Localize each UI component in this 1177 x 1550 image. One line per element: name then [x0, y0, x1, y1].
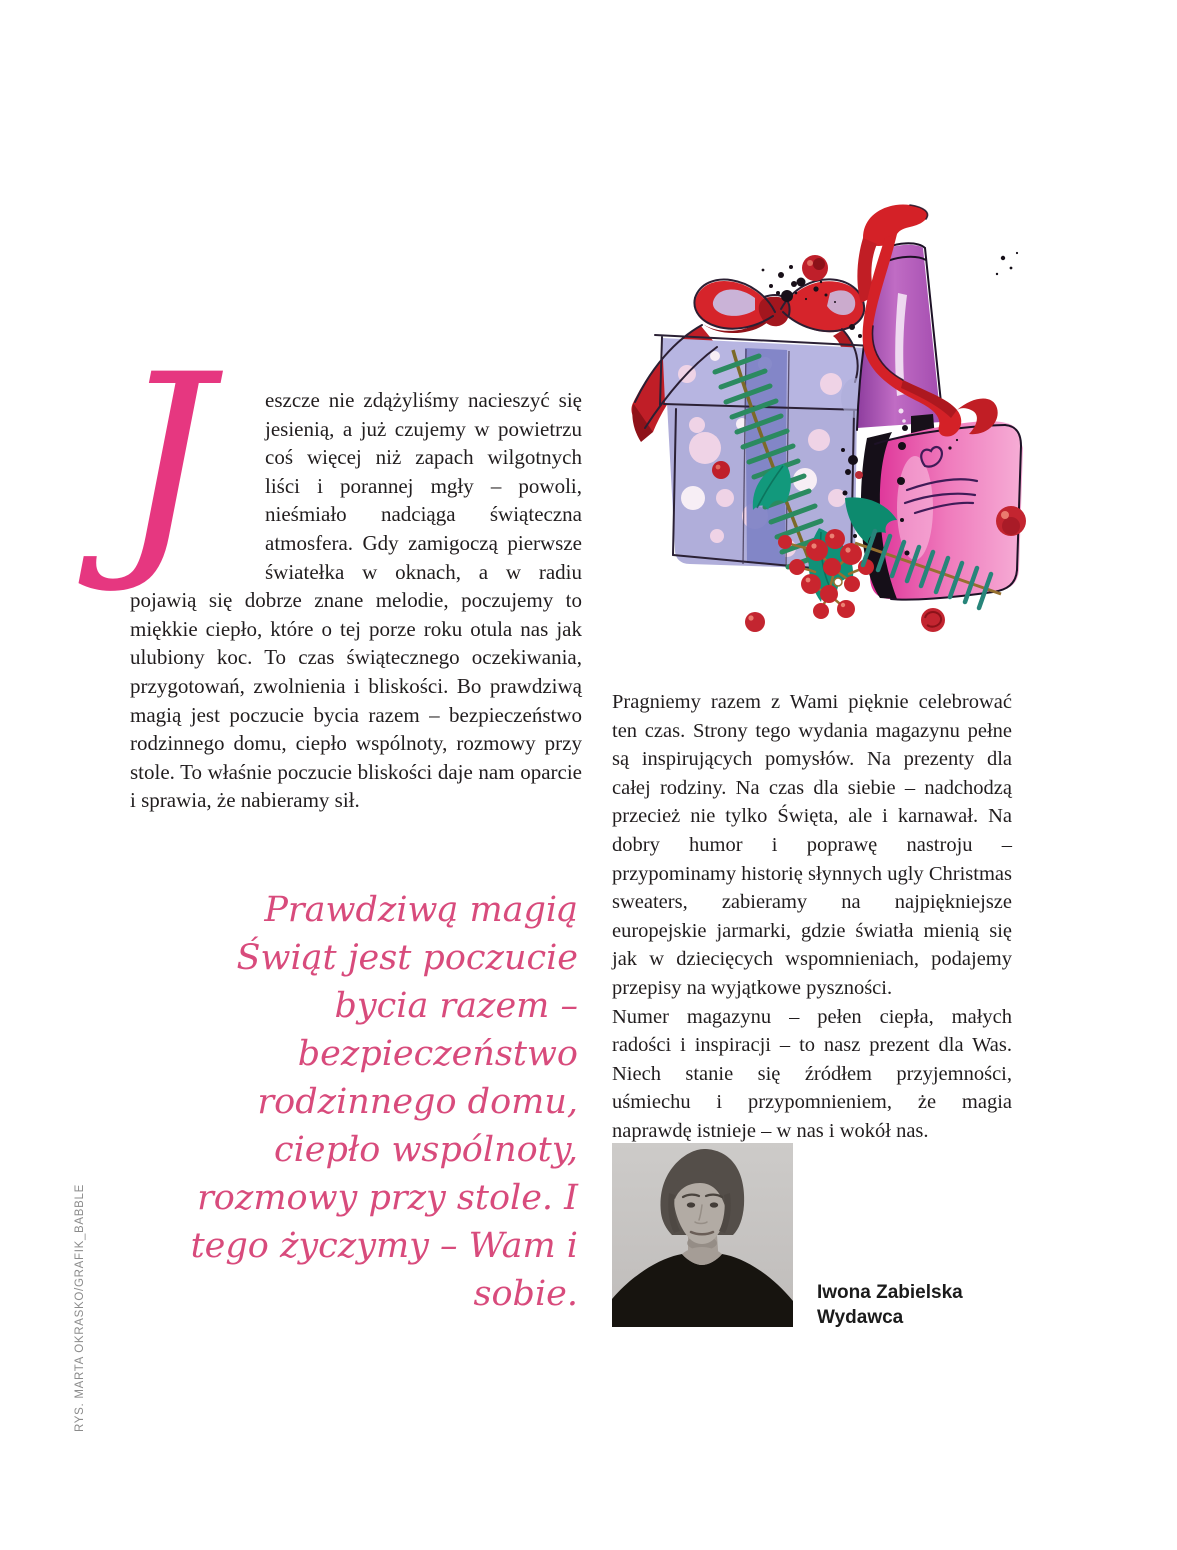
dropcap-container	[118, 325, 265, 598]
christmas-illustration	[605, 198, 1050, 645]
illustration-credit: RYS. MARTA OKRASKO/GRAFIK_BABBLE	[74, 1183, 86, 1432]
intro-paragraph: eszcze nie zdążyliśmy nacieszyć się jesienią, a już czujemy w powietrzu coś więcej niż zapach wilgotnych liści i porannej mgły – powoli, nieśmiało nadciąga świąteczna atmosfera. Gdy zamigoczą pierwsze światełka w oknach, a w radiu pojawią się dobrze znane melodie, poczujemy to miękkie ciepło, które o tej porze roku otula nas jak ulubiony koc. To czas świątecznego oczekiwania, przygotowań, zwolnienia i bliskości. Bo prawdziwą magią jest poczucie bycia razem – bezpieczeństwo rodzinnego domu, ciepło wspólnoty, rozmowy przy stole. To właśnie poczucie bliskości daje nam oparcie i sprawia, że nabieramy sił.	[130, 388, 582, 813]
publisher-portrait-photo	[612, 1143, 793, 1327]
author-name: Iwona Zabielska	[817, 1282, 963, 1303]
pull-quote: Prawdziwą magią Świąt jest poczucie bycia razem – bezpieczeństwo rodzinnego domu, ciepło wspólnoty, rozmowy przy stole. I tego życzymy – Wam i sobie.	[190, 890, 578, 1314]
intro-article	[118, 325, 582, 815]
continuation-column	[612, 688, 1012, 1146]
continuation-paragraph-2: Numer magazynu – pełen ciepła, małych radości i inspiracji – to nasz prezent dla Was. Niech stanie się źródłem przyjemności, uśmiechu i przypomnieniem, że magia naprawdę istnieje – w nas i wokół nas.	[612, 1005, 1012, 1142]
dropcap-letter: J	[118, 325, 213, 598]
author-role: Wydawca	[817, 1307, 904, 1328]
author-block	[817, 1280, 963, 1330]
continuation-paragraph-1: Pragniemy razem z Wami pięknie celebrować ten czas. Strony tego wydania magazynu pełne są inspirujących pomysłów. Na prezenty dla całej rodziny. Na czas dla siebie – nadchodzą przecież nie tylko Święta, ale i karnawał. Na dobry humor i poprawę nastroju – przypominamy historię słynnych ugly Christmas sweaters, zabieramy na najpiękniejsze europejskie jarmarki, gdzie światła mienią się jak w dziecięcych wspomnieniach, podajemy przepisy na wyjątkowe pyszności.	[612, 691, 1012, 999]
